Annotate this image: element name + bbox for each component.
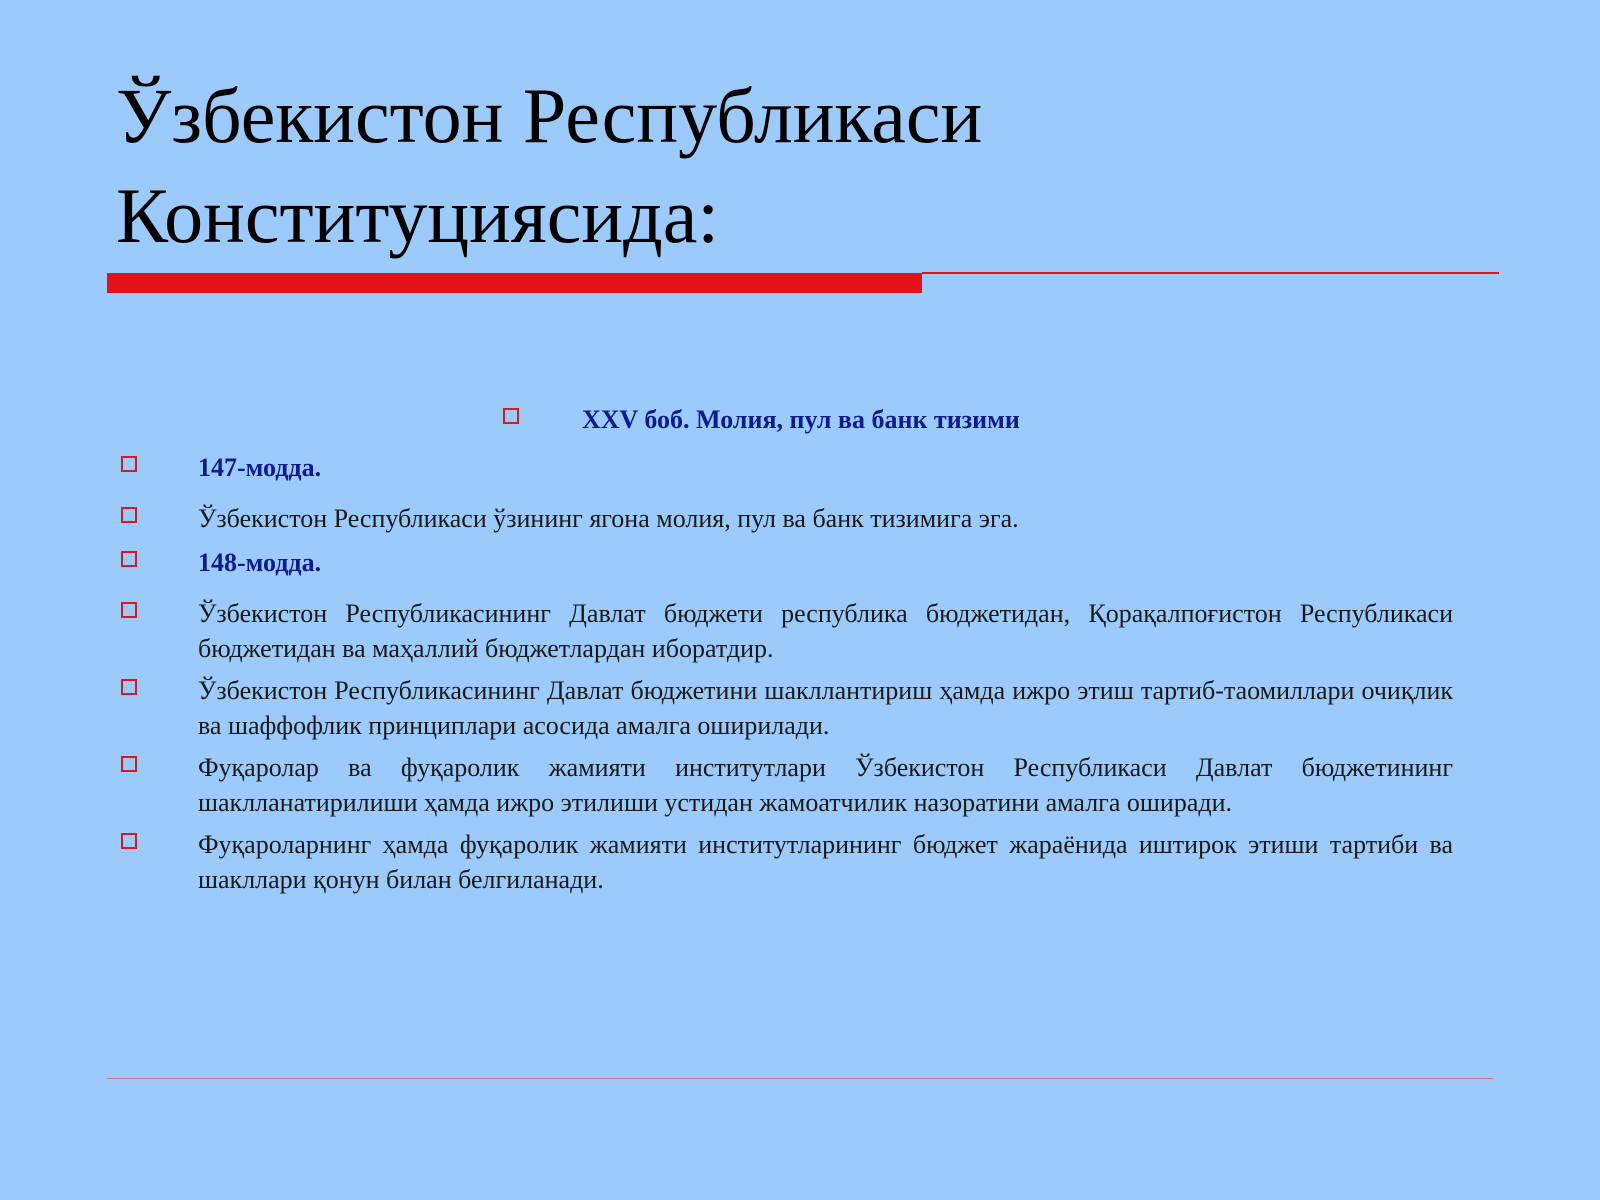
- article-148-paragraph-4: Фуқароларнинг ҳамда фуқаролик жамияти институтларининг бюджет жараёнида иштирок этиши тартиби ва шакллари қонун билан белгиланади.: [198, 830, 1453, 894]
- square-bullet-icon: [503, 408, 519, 424]
- title-underline-thick: [107, 273, 922, 293]
- article-148-paragraph-3: Фуқаролар ва фуқаролик жамияти институтлари Ўзбекистон Республикаси Давлат бюджетининг шаклланатирилиши ҳамда ижро этилиши устидан жамоатчилик назоратини амалга оширади.: [198, 753, 1453, 817]
- square-bullet-icon: [121, 756, 137, 772]
- square-bullet-icon: [121, 679, 137, 695]
- footer-divider: [107, 1078, 1493, 1079]
- slide-title: Ўзбекистон Республикаси Конституциясида:: [116, 72, 983, 259]
- square-bullet-icon: [121, 551, 137, 567]
- square-bullet-icon: [121, 833, 137, 849]
- article-148-paragraph-2: Ўзбекистон Республикасининг Давлат бюджетини шакллантириш ҳамда ижро этиш тартиб-таомиллари очиқлик ва шаффофлик принциплари асосида амалга оширилади.: [198, 676, 1453, 740]
- square-bullet-icon: [121, 602, 137, 618]
- article-heading-147: 147-модда.: [198, 453, 322, 482]
- article-heading-148: 148-модда.: [198, 548, 322, 577]
- section-heading: XXV боб. Молия, пул ва банк тизими: [582, 405, 1020, 434]
- square-bullet-icon: [121, 507, 137, 523]
- title-underline-thin: [922, 272, 1499, 274]
- article-147-text: Ўзбекистон Республикаси ўзининг ягона молия, пул ва банк тизимига эга.: [198, 504, 1019, 533]
- square-bullet-icon: [121, 456, 137, 472]
- article-148-paragraph-1: Ўзбекистон Республикасининг Давлат бюджети республика бюджетидан, Қорақалпоғистон Республикаси бюджетидан ва маҳаллий бюджетлардан иборатдир.: [198, 599, 1453, 663]
